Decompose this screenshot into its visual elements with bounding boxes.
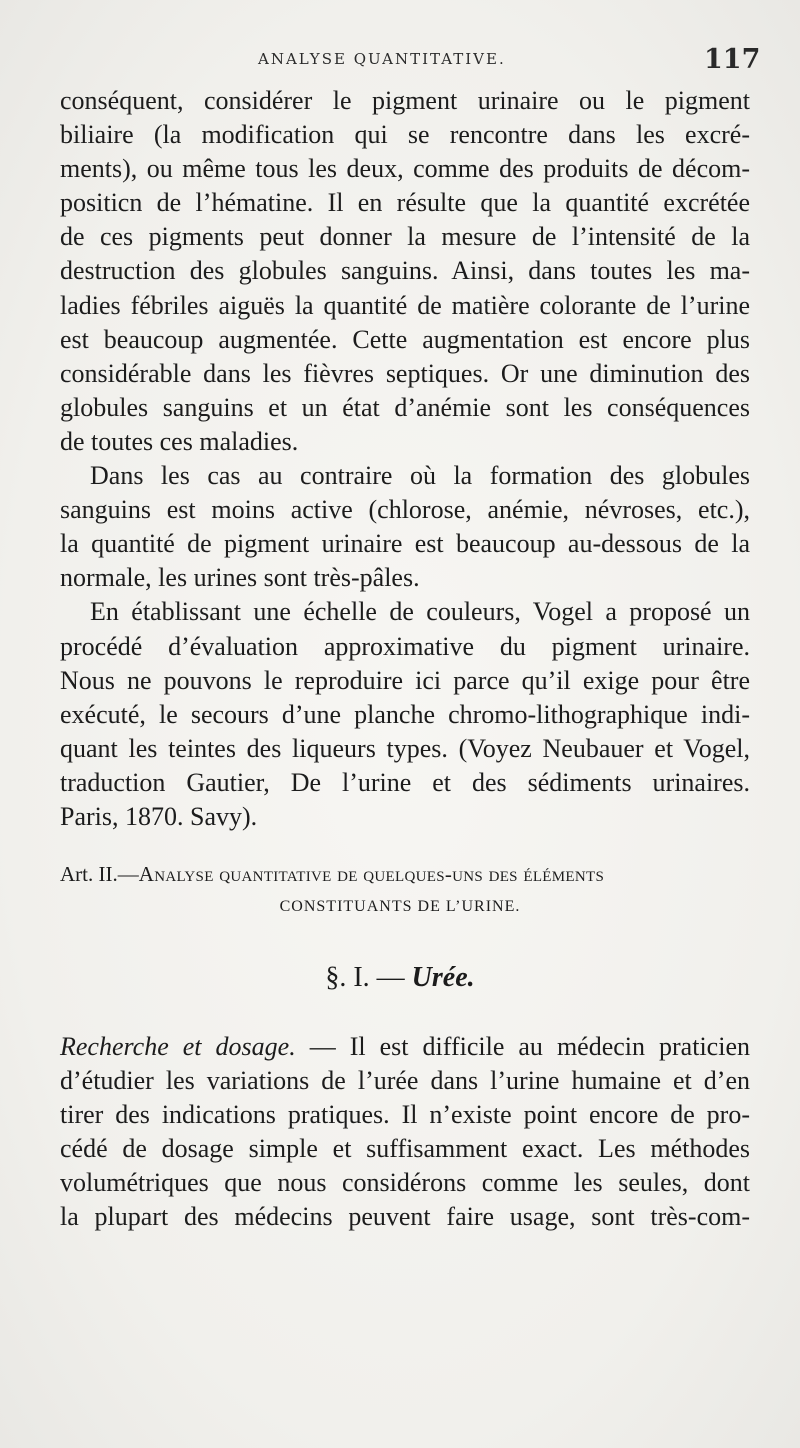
text-line: de ces pigments peut donner la mesure de l’intensité de la (60, 222, 750, 252)
text-line: d’étudier les variations de l’urée dans l’urine humaine et d’en (60, 1066, 750, 1096)
article-title: Analyse quantitative de quelques-uns des éléments (138, 862, 605, 886)
article-heading-line2: CONSTITUANTS DE L’URINE. (279, 898, 521, 915)
text-line: la plupart des médecins peuvent faire usage, sont très-com- (60, 1202, 750, 1232)
paragraph-3 (60, 595, 750, 834)
page-number: 117 (704, 44, 761, 75)
text-line: En établissant une échelle de couleurs, Vogel a proposé un (90, 597, 750, 627)
text-line: considérable dans les fièvres septiques. Or une diminution des (60, 358, 750, 388)
paragraph-1 (60, 84, 750, 459)
text-line: normale, les urines sont très-pâles. (60, 563, 420, 593)
text-line: — Il est difficile au médecin praticien (295, 1032, 750, 1061)
text-line: de toutes ces maladies. (60, 426, 299, 456)
text-line: cédé de dosage simple et suffisamment exact. Les méthodes (60, 1134, 750, 1164)
text-line: positicn de l’hématine. Il en résulte que la quantité excrétée (60, 188, 750, 218)
text-line: traduction Gautier, De l’urine et des sédiments urinaires. (60, 767, 750, 797)
text-line: biliaire (la modification qui se rencontre dans les excré- (60, 120, 750, 150)
text-line: Dans les cas au contraire où la formation des globules (90, 461, 750, 491)
text-line: sanguins est moins active (chlorose, anémie, névroses, etc.), (60, 495, 750, 525)
section-heading (0, 962, 800, 994)
running-head: ANALYSE QUANTITATIVE. (258, 50, 506, 68)
text-line: ladies fébriles aiguës la quantité de matière colorante de l’urine (60, 290, 750, 320)
text-line: volumétriques que nous considérons comme les seules, dont (60, 1168, 750, 1198)
text-line: destruction des globules sanguins. Ainsi, dans toutes les ma- (60, 256, 750, 286)
text-line: conséquent, considérer le pigment urinaire ou le pigment (60, 86, 750, 115)
final-paragraph (60, 1030, 750, 1235)
article-prefix: Art. II.— (60, 862, 139, 886)
paragraph-lead: Recherche et dosage. (60, 1032, 296, 1061)
text-line: est beaucoup augmentée. Cette augmentation est encore plus (60, 324, 750, 354)
article-heading (60, 862, 750, 887)
text-line: globules sanguins et un état d’anémie sont les conséquences (60, 392, 750, 422)
section-title: Urée. (411, 962, 475, 993)
text-line: ments), ou même tous les deux, comme des produits de décom- (60, 154, 750, 184)
text-line: la quantité de pigment urinaire est beaucoup au-dessous de la (60, 529, 750, 559)
text-line: exécuté, le secours d’une planche chromo-lithographique indi- (60, 699, 750, 729)
body-text (60, 84, 750, 834)
text-line: tirer des indications pratiques. Il n’existe point encore de pro- (60, 1100, 750, 1130)
section-prefix: §. I. — (325, 962, 412, 993)
text-line: quant les teintes des liqueurs types. (Voyez Neubauer et Vogel, (60, 733, 750, 763)
paragraph-2 (60, 459, 750, 595)
text-line: Paris, 1870. Savy). (60, 801, 258, 831)
text-line: Nous ne pouvons le reproduire ici parce qu’il exige pour être (60, 665, 750, 695)
text-line: procédé d’évaluation approximative du pigment urinaire. (60, 631, 750, 661)
